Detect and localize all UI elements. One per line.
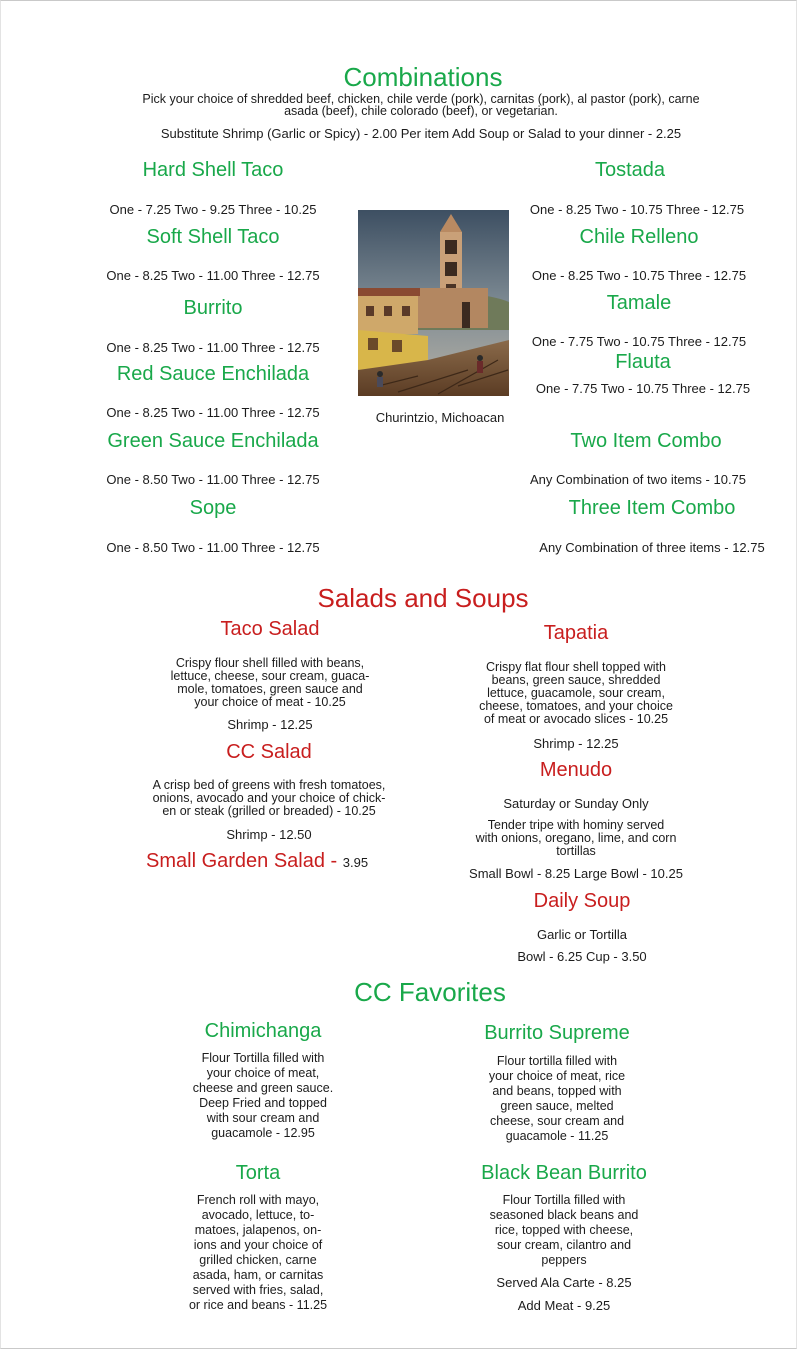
combo-item-name: Sope (189, 497, 237, 519)
menudo-desc-2: with onions, oregano, lime, and corn (475, 831, 677, 845)
favorites-title: CC Favorites (354, 977, 506, 1007)
torta-desc-5: grilled chicken, carne (199, 1253, 317, 1267)
small-garden-salad (146, 850, 368, 873)
combo-item-name: Burrito (183, 297, 243, 319)
combo-item-name: Red Sauce Enchilada (116, 363, 310, 385)
torta-desc-2: avocado, lettuce, to- (201, 1208, 315, 1222)
tapatia-desc-3: lettuce, guacamole, sour cream, (487, 686, 665, 700)
tapatia-desc-1: Crispy flat flour shell topped with (486, 660, 666, 674)
chimichanga-desc-6: guacamole - 12.95 (211, 1126, 315, 1140)
black-bean-desc-3: rice, topped with cheese, (494, 1223, 634, 1237)
torta-desc-6: asada, ham, or carnitas (192, 1268, 324, 1282)
combo-item-price: One - 8.50 Two - 11.00 Three - 12.75 (106, 540, 320, 555)
cc-salad-title: CC Salad (226, 741, 312, 763)
combinations-intro-line1: Pick your choice of shredded beef, chicken, chile verde (pork), carnitas (pork), al pastor (pork), carne (142, 92, 700, 106)
burrito-supreme-desc-5: cheese, sour cream and (489, 1114, 625, 1128)
menudo-note: Saturday or Sunday Only (503, 796, 649, 811)
cc-salad-desc-1: A crisp bed of greens with fresh tomatoes, (152, 778, 386, 792)
taco-salad-desc-1: Crispy flour shell filled with beans, (175, 656, 365, 670)
combo-item-price: One - 8.25 Two - 10.75 Three - 12.75 (531, 268, 747, 283)
burrito-supreme-title: Burrito Supreme (484, 1022, 630, 1044)
taco-salad-desc-2: lettuce, cheese, sour cream, guaca- (170, 669, 370, 683)
combo-item-price: One - 8.25 Two - 11.00 Three - 12.75 (106, 340, 320, 355)
combo-item-price: One - 7.75 Two - 10.75 Three - 12.75 (531, 334, 747, 349)
torta-desc-8: or rice and beans - 11.25 (188, 1298, 328, 1312)
black-bean-desc-1: Flour Tortilla filled with (502, 1193, 626, 1207)
burrito-supreme-desc-3: and beans, topped with (492, 1084, 622, 1098)
torta-desc-4: ions and your choice of (193, 1238, 323, 1252)
torta-desc-1: French roll with mayo, (196, 1193, 320, 1207)
combo-item-price: One - 7.75 Two - 10.75 Three - 12.75 (535, 381, 751, 396)
burrito-supreme-desc-1: Flour tortilla filled with (496, 1054, 618, 1068)
tapatia-shrimp: Shrimp - 12.25 (533, 736, 619, 751)
combo-item-price: One - 8.25 Two - 11.00 Three - 12.75 (106, 405, 320, 420)
tapatia-desc-4: cheese, tomatoes, and your choice (479, 699, 673, 713)
cc-salad-shrimp: Shrimp - 12.50 (226, 827, 312, 842)
cc-salad-desc-2: onions, avocado and your choice of chick- (152, 791, 386, 805)
black-bean-ala-carte: Served Ala Carte - 8.25 (496, 1275, 632, 1290)
chimichanga-desc-2: your choice of meat, (206, 1066, 320, 1080)
combo-item-name: Flauta (615, 351, 671, 373)
daily-soup-title: Daily Soup (533, 890, 631, 912)
combo-item-name: Green Sauce Enchilada (107, 430, 319, 452)
chimichanga-desc-5: with sour cream and (206, 1111, 320, 1125)
cc-salad-desc-3: en or steak (grilled or breaded) - 10.25 (162, 804, 376, 818)
taco-salad-desc-3: mole, tomatoes, green sauce and (177, 682, 363, 696)
menudo-desc-3: tortillas (556, 844, 596, 858)
menudo-desc-1: Tender tripe with hominy served (487, 818, 665, 832)
combo-item-price: One - 8.25 Two - 10.75 Three - 12.75 (529, 202, 745, 217)
combinations-title: Combinations (343, 62, 503, 92)
garden-salad-name: Small Garden Salad - (146, 850, 343, 872)
combo-item-price: One - 7.25 Two - 9.25 Three - 10.25 (109, 202, 317, 217)
garden-salad-price: 3.95 (342, 855, 369, 870)
black-bean-burrito-title: Black Bean Burrito (481, 1162, 647, 1184)
tapatia-desc-2: beans, green sauce, shredded (491, 673, 661, 687)
torta-title: Torta (235, 1162, 281, 1184)
combo-item-name: Tostada (594, 159, 666, 181)
combo-item-name: Hard Shell Taco (142, 159, 284, 181)
combo-item-name: Soft Shell Taco (146, 226, 280, 248)
taco-salad-title: Taco Salad (220, 618, 320, 640)
burrito-supreme-desc-4: green sauce, melted (500, 1099, 614, 1113)
menudo-title: Menudo (539, 759, 613, 781)
chimichanga-title: Chimichanga (204, 1020, 322, 1042)
combo-item-price: One - 8.50 Two - 11.00 Three - 12.75 (106, 472, 320, 487)
chimichanga-desc-3: cheese and green sauce. (192, 1081, 334, 1095)
black-bean-add-meat: Add Meat - 9.25 (517, 1298, 611, 1313)
taco-salad-shrimp: Shrimp - 12.25 (227, 717, 313, 732)
combo-item-name: Two Item Combo (570, 430, 722, 452)
church-painting (358, 210, 509, 396)
combo-item-name: Chile Relleno (579, 226, 699, 248)
black-bean-desc-5: peppers (541, 1253, 587, 1267)
daily-soup-price: Bowl - 6.25 Cup - 3.50 (517, 949, 647, 964)
menudo-price: Small Bowl - 8.25 Large Bowl - 10.25 (469, 866, 683, 881)
combo-item-price: Any Combination of two items - 10.75 (529, 472, 747, 487)
combo-item-price: Any Combination of three items - 12.75 (539, 540, 765, 555)
chimichanga-desc-1: Flour Tortilla filled with (201, 1051, 325, 1065)
tapatia-desc-5: of meat or avocado slices - 10.25 (483, 712, 669, 726)
burrito-supreme-desc-2: your choice of meat, rice (488, 1069, 626, 1083)
salads-title: Salads and Soups (317, 583, 529, 613)
taco-salad-desc-4: your choice of meat - 10.25 (194, 695, 346, 709)
burrito-supreme-desc-6: guacamole - 11.25 (505, 1129, 609, 1143)
combinations-substitute: Substitute Shrimp (Garlic or Spicy) - 2.00 Per item Add Soup or Salad to your dinner - 2.25 (160, 126, 682, 141)
torta-desc-7: served with fries, salad, (192, 1283, 324, 1297)
tapatia-title: Tapatia (543, 622, 609, 644)
black-bean-desc-2: seasoned black beans and (489, 1208, 639, 1222)
daily-soup-note: Garlic or Tortilla (536, 927, 628, 942)
combinations-intro-line2: asada (beef), chile colorado (beef), or vegetarian. (284, 104, 558, 118)
combo-item-name: Tamale (606, 292, 672, 314)
chimichanga-desc-4: Deep Fried and topped (199, 1096, 327, 1110)
image-caption: Churintzio, Michoacan (375, 410, 505, 425)
combo-item-name: Three Item Combo (568, 497, 736, 519)
black-bean-desc-4: sour cream, cilantro and (496, 1238, 632, 1252)
torta-desc-3: matoes, jalapenos, on- (194, 1223, 322, 1237)
combo-item-price: One - 8.25 Two - 11.00 Three - 12.75 (106, 268, 320, 283)
